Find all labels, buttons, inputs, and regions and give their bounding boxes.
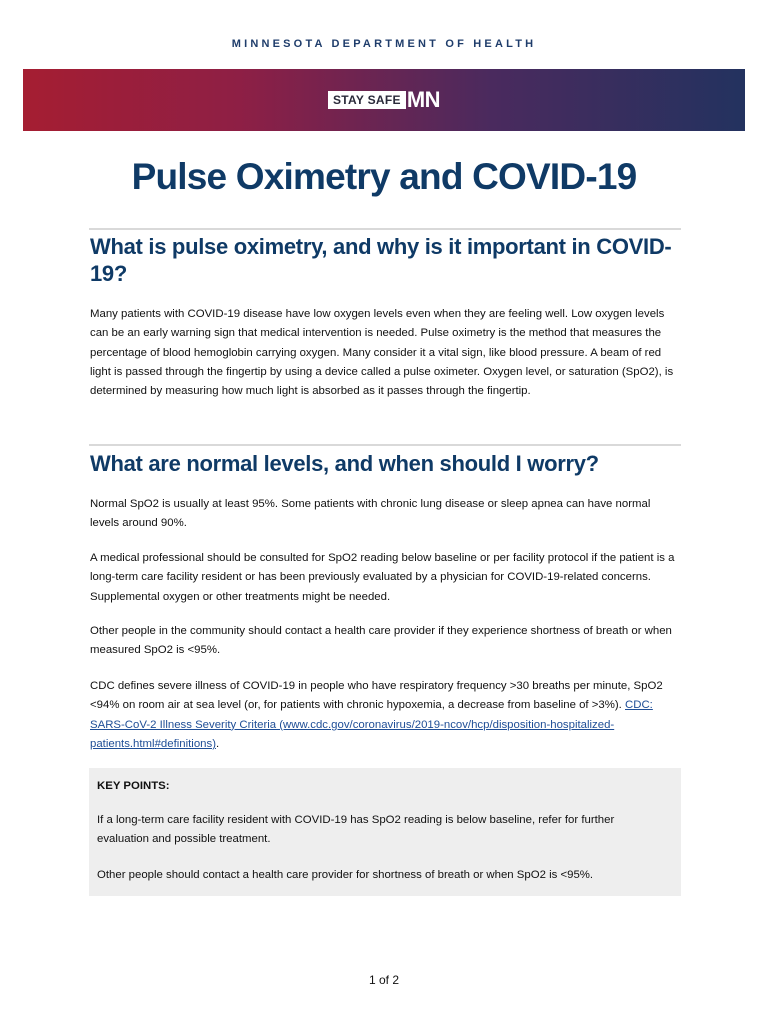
paragraph-medical-professional: A medical professional should be consulted for SpO2 reading below baseline or per facility protocol if the patient is a long-term care facility resident or has been previously evaluated by a physician for COVID-19-related concerns. Supplemental oxygen or other treatments might be needed. [90,552,675,603]
page-number: 1 of 2 [368,973,400,987]
key-point-item: If a long-term care facility resident with COVID-19 has SpO2 reading is below baseline, refer for further evaluation and possible treatment. [97,814,615,846]
paragraph-cdc-definition [90,677,675,754]
section-divider [89,228,681,230]
section-body-pulse-oximetry: Many patients with COVID-19 disease have low oxygen levels even when they are feeling well. Low oxygen levels can be an early warning sign that medical intervention is needed. Pulse oximetry is the method that measures the percentage of blood hemoglobin carrying oxygen. Many consider it a vital sign, like blood pressure. A beam of red light is passed through the fingertip by using a device called a pulse oximeter. Oxygen level, or saturation (SpO2), is determined by measuring how much light is absorbed as it passes through the fingertip. [90,308,674,398]
section-heading-pulse-oximetry: What is pulse oximetry, and why is it important in COVID-19? [90,234,672,286]
stay-safe-banner [23,69,745,131]
logo-text: STAY SAFE [328,91,406,109]
section-divider [89,444,681,446]
paragraph-community: Other people in the community should contact a health care provider if they experience shortness of breath or when measured SpO2 is <95%. [90,625,672,657]
cdc-definition-text: CDC defines severe illness of COVID-19 in people who have respiratory frequency >30 breaths per minute, SpO2 <94% on room air at sea level (or, for patients with chronic hypoxemia, a decrease from baseline of >3%). [90,680,663,712]
section-heading-normal-levels: What are normal levels, and when should I worry? [90,451,599,476]
key-point-item: Other people should contact a health care provider for shortness of breath or when SpO2 is <95%. [97,869,594,881]
paragraph-normal-spo2: Normal SpO2 is usually at least 95%. Some patients with chronic lung disease or sleep apnea can have normal levels around 90%. [90,498,651,530]
logo-mn: MN [406,87,441,112]
agency-name: MINNESOTA DEPARTMENT OF HEALTH [231,38,537,50]
stay-safe-mn-logo [328,87,441,112]
key-points-title: KEY POINTS: [97,780,170,792]
key-points-box [89,768,681,896]
cdc-definition-end: . [216,737,220,750]
page-title: Pulse Oximetry and COVID-19 [131,156,637,197]
cdc-criteria-link[interactable]: CDC: SARS-CoV-2 Illness Severity Criteria (www.cdc.gov/coronavirus/2019-ncov/hcp/disposition-hospitalized-patients.html#definitions) [90,699,653,750]
